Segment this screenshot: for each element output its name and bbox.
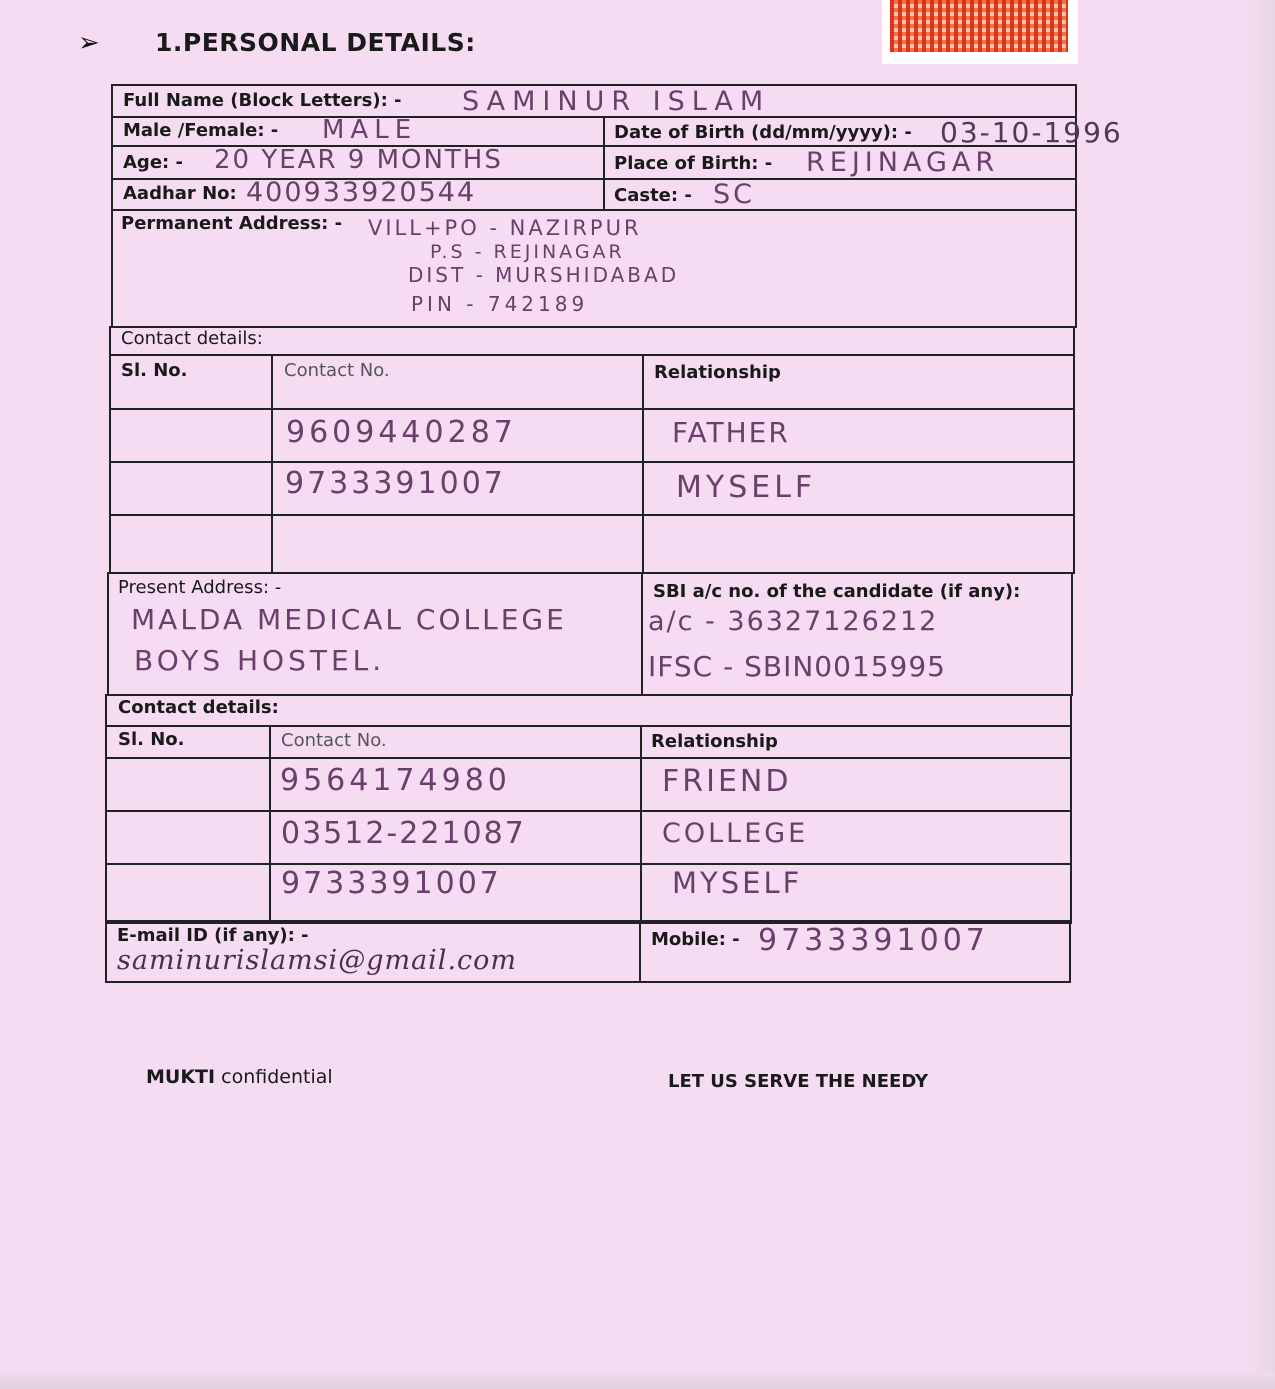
gender-label: Male /Female: - <box>123 120 279 141</box>
page-edge <box>1248 0 1275 1389</box>
present-address-label: Present Address: - <box>118 577 282 598</box>
divider <box>641 572 643 694</box>
divider <box>105 810 1072 812</box>
contact-number: 9564174980 <box>280 763 511 798</box>
caste-value: SC <box>713 179 755 210</box>
section-title: 1.PERSONAL DETAILS: <box>155 28 476 57</box>
permanent-address-label: Permanent Address: - <box>121 213 343 234</box>
relationship-value: COLLEGE <box>662 818 809 849</box>
column-header-sl: Sl. No. <box>121 360 188 381</box>
contact-number: 9733391007 <box>285 466 506 501</box>
contact-section-label: Contact details: <box>121 328 263 349</box>
aadhar-value: 400933920544 <box>246 177 477 208</box>
gender-value: MALE <box>322 115 418 145</box>
age-value: 20 YEAR 9 MONTHS <box>214 145 503 175</box>
divider <box>642 354 644 572</box>
caste-label: Caste: - <box>614 185 692 206</box>
permanent-address-line: VILL+PO - NAZIRPUR <box>368 216 642 240</box>
column-header-relationship: Relationship <box>651 731 778 752</box>
divider <box>105 757 1072 759</box>
contact-details-box-1 <box>109 326 1075 574</box>
divider <box>271 354 273 572</box>
permanent-address-line: PIN - 742189 <box>411 292 589 316</box>
divider <box>109 354 1075 356</box>
page-bottom-edge <box>0 1372 1275 1389</box>
relationship-value: FRIEND <box>662 764 792 799</box>
ifsc-code: IFSC - SBIN0015995 <box>648 650 946 683</box>
column-header-relationship: Relationship <box>654 362 781 383</box>
age-label: Age: - <box>123 152 183 173</box>
sbi-account-label: SBI a/c no. of the candidate (if any): <box>653 581 1021 602</box>
footer-brand: MUKTI <box>146 1066 216 1088</box>
contact-number: 03512-221087 <box>281 816 526 851</box>
mobile-label: Mobile: - <box>651 929 740 950</box>
email-label: E-mail ID (if any): - <box>117 925 309 946</box>
divider <box>105 725 1072 727</box>
relationship-value: FATHER <box>672 416 790 449</box>
mobile-value: 9733391007 <box>758 923 989 958</box>
footer-slogan: LET US SERVE THE NEEDY <box>668 1071 928 1092</box>
divider <box>109 461 1075 463</box>
contact-number: 9733391007 <box>281 866 502 901</box>
present-address-line: MALDA MEDICAL COLLEGE <box>131 603 567 636</box>
contact-details-box-2 <box>105 694 1072 924</box>
footer-left <box>146 1066 333 1088</box>
relationship-value: MYSELF <box>676 470 817 505</box>
stamp-pattern <box>890 0 1068 52</box>
divider <box>109 514 1075 516</box>
relationship-value: MYSELF <box>672 866 803 900</box>
dob-value: 03-10-1996 <box>940 116 1123 149</box>
permanent-address-line: P.S - REJINAGAR <box>430 241 625 263</box>
permanent-address-line: DIST - MURSHIDABAD <box>408 263 680 287</box>
divider <box>109 408 1075 410</box>
email-value: saminurislamsi@gmail.com <box>117 945 518 976</box>
column-header-contact: Contact No. <box>281 730 387 751</box>
pob-value: REJINAGAR <box>806 147 1000 178</box>
divider <box>639 920 641 981</box>
divider <box>603 116 605 210</box>
divider <box>269 725 271 922</box>
divider <box>640 725 642 922</box>
aadhar-label: Aadhar No: <box>123 183 237 204</box>
pob-label: Place of Birth: - <box>614 153 773 174</box>
full-name-label: Full Name (Block Letters): - <box>123 90 402 111</box>
column-header-contact: Contact No. <box>284 360 390 381</box>
column-header-sl: Sl. No. <box>118 729 185 750</box>
photo-stamp-corner <box>882 0 1078 64</box>
divider <box>105 863 1072 865</box>
contact-number: 9609440287 <box>286 415 517 450</box>
full-name-value: SAMINUR ISLAM <box>462 86 771 117</box>
present-address-line: BOYS HOSTEL. <box>134 644 386 677</box>
bullet-arrow-icon: ➢ <box>78 28 100 58</box>
divider <box>111 209 1077 211</box>
contact-section-label: Contact details: <box>118 697 279 718</box>
account-number: a/c - 36327126212 <box>648 606 939 637</box>
footer-confidential: confidential <box>221 1066 333 1088</box>
dob-label: Date of Birth (dd/mm/yyyy): - <box>614 122 912 143</box>
